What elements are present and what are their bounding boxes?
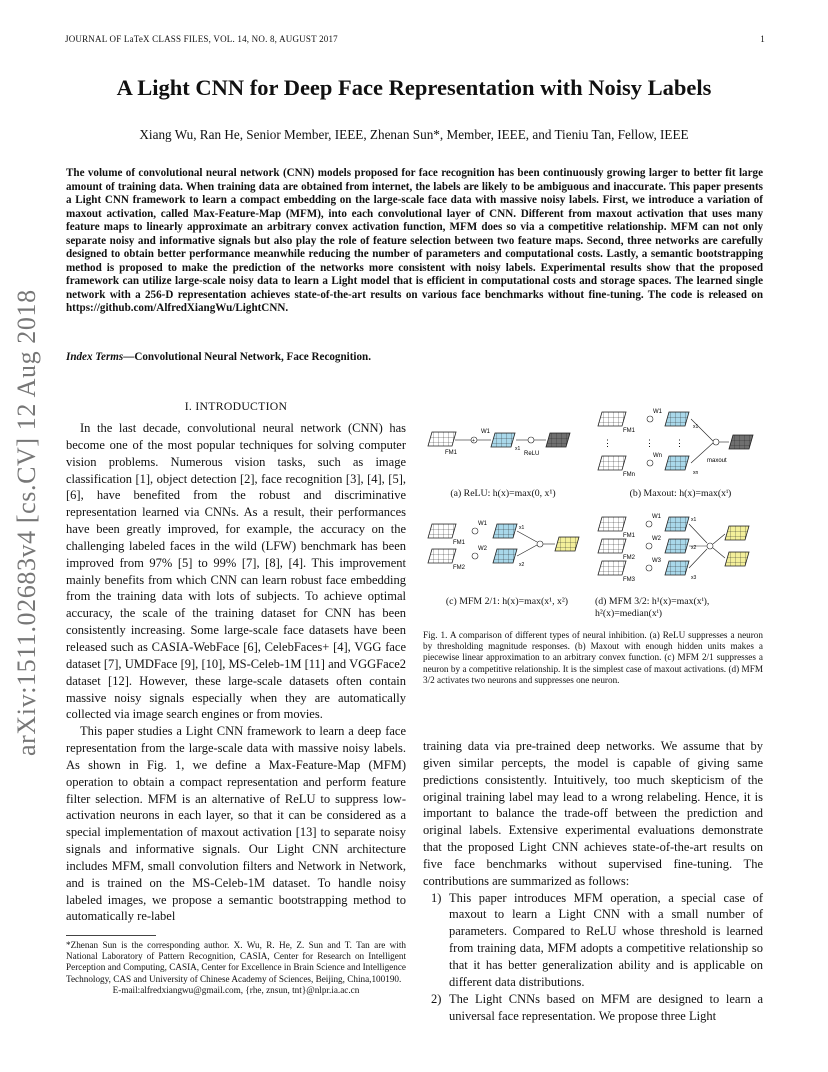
label-fm1-d: FM1: [623, 533, 635, 539]
subcaption-c: (c) MFM 2/1: h(x)=max(x¹, x²): [445, 596, 569, 607]
label-x1-c: x1: [519, 525, 525, 531]
label-x2-d: x2: [691, 545, 697, 551]
label-x1-d: x1: [691, 517, 697, 523]
label-xn: xn: [693, 470, 699, 476]
label-x1: x1: [515, 446, 521, 452]
label-fm2-d: FM2: [623, 555, 635, 561]
running-head-text: JOURNAL OF LaTeX CLASS FILES, VOL. 14, NO. 8, AUGUST 2017: [65, 34, 338, 44]
feature-map-output-gray: [546, 433, 570, 447]
label-x3-d: x3: [691, 575, 697, 581]
paper-title: A Light CNN for Deep Face Representation with Noisy Labels: [116, 75, 712, 100]
abstract: The volume of convolutional neural network (CNN) models proposed for face recognition has been continuously growing larger to better fit large amount of training data. When training data are obtained from internet, the labels are likely to be ambiguous and inaccurate. This paper presents a Light CNN framework to learn a compact embedding on the large-scale face data with massive noisy labels. First, we introduce a variation of maxout activation, called Max-Feature-Map (MFM), into each convolutional layer of CNN. Different from maxout activation that uses many feature maps to linearly approximate an arbitrary convex activation function, MFM does so via a competitive relationship. MFM can not only separate noisy and informative signals but also play the role of feature selection between two feature maps. Second, three networks are carefully designed to obtain better performance meanwhile reducing the number of parameters and computational costs. Lastly, a semantic bootstrapping method is proposed to make the prediction of the networks more consistent with noisy labels. Experimental results show that the proposed framework can utilize large-scale noisy data to learn a Light model that is efficient in computational costs and storage spaces. The learned single network with a 256-D representation achieves state-of-the-art results on various face benchmarks without fine-tuning. The code is released on https://github.com/AlfredXiangWu/LightCNN.: [66, 167, 763, 315]
footnote-text: *Zhenan Sun is the corresponding author. X. Wu, R. He, Z. Sun and T. Tan are with National Laboratory of Pattern Recognition, CASIA, Center for Research on Intelligent Perception and Computing, CASIA, Center for Excellence in Brain Science and Intelligence Technology, CAS and University of Chinese Academy of Sciences, Beijing, China,100190.: [66, 940, 406, 984]
list-item-number: 2): [431, 991, 442, 1006]
right-paragraph-1: training data via pre-trained deep networks. We assume that by given similar percepts, the model is capable of giving same predictions consistently. Intuitively, too much skepticism of the original training label may lead to a wrong relabeling. Hence, it is important to balance the trade-off between the prediction and original labels. Extensive experimental evaluations demonstrate that the proposed Light CNN achieves state-of-the-art results on five face benchmarks without supervised fine-tuning. The contributions are summarized as follows:: [423, 739, 763, 888]
left-column: [66, 420, 406, 925]
label-fm1: FM1: [445, 450, 457, 456]
label-fmn: FMn: [623, 472, 635, 478]
figure-1-caption: Fig. 1. A comparison of different types of neural inhibition. (a) ReLU suppresses a neuron by thresholding magnitude responses. (b) Maxout with enough hidden units makes a piecewise linear approximation to an arbitrary convex function. (c) MFM 2/1 suppresses a neuron by a competitive relationship. It is the simplest case of maxout activations. (d) MFM 3/2 activates two neurons and suppresses one neuron.: [423, 630, 763, 685]
index-terms: [66, 351, 763, 363]
label-wn: Wn: [653, 453, 662, 459]
label-w1: W1: [481, 429, 490, 435]
label-maxout: maxout: [707, 458, 727, 464]
figure-1-diagram: [423, 404, 763, 624]
label-fm2-c: FM2: [453, 565, 465, 571]
label-fm1-b: FM1: [623, 428, 635, 434]
footnote: [66, 940, 406, 996]
arxiv-stamp: arXiv:1511.02683v4 [cs.CV] 12 Aug 2018: [12, 289, 41, 756]
plus-sign: +: [472, 438, 475, 444]
label-fm1-c: FM1: [453, 540, 465, 546]
author-list: Xiang Wu, Ran He, Senior Member, IEEE, Zhenan Sun*, Member, IEEE, and Tieniu Tan, Fellow, IEEE: [139, 127, 689, 142]
label-w2-c: W2: [478, 546, 487, 552]
label-w1-b: W1: [653, 409, 662, 415]
subcaption-a: (a) ReLU: h(x)=max(0, x¹): [450, 488, 556, 499]
subcaption-d-line1: (d) MFM 3/2: h¹(x)=max(xⁱ),: [595, 596, 710, 607]
dots-1: ⋮: [603, 438, 612, 448]
subcaption-d: [595, 596, 763, 620]
index-terms-text: —Convolutional Neural Network, Face Recognition.: [123, 351, 371, 363]
right-column: [423, 738, 763, 1024]
label-w3-d: W3: [652, 558, 661, 564]
intro-paragraph-2: This paper studies a Light CNN framework to learn a deep face representation from the large-scale data with massive noisy labels. As shown in Fig. 1, we define a Max-Feature-Map (MFM) operation to obtain a compact representation and perform feature filter selection. MFM is an alternative of ReLU to suppress low-activation neurons in each layer, so that it can be considered as a special implementation of maxout activation [13] to separate noisy signals and informative signals. Our Light CNN architecture includes MFM, small convolution filters and Network in Network, and is trained on the MS-Celeb-1M dataset. To handle noisy labeled images, we propose a semantic bootstrapping method to automatically re-label: [66, 724, 406, 924]
feature-map-fm1: [428, 432, 456, 446]
relu-node: [528, 437, 534, 443]
section-heading: I. INTRODUCTION: [184, 400, 288, 413]
panel-maxout: [598, 409, 753, 478]
index-terms-label: Index Terms: [66, 351, 124, 363]
maxout-node: [713, 439, 719, 445]
dots-2: ⋮: [645, 438, 654, 448]
list-item-text: The Light CNNs based on MFM are designed to learn a universal face representation. We propose three Light: [449, 991, 763, 1023]
contributions-list: [423, 890, 763, 1025]
list-item: [423, 890, 763, 991]
dots-3: ⋮: [675, 438, 684, 448]
footnote-email: E-mail:alfredxiangwu@gmail.com, {rhe, znsun, tnt}@nlpr.ia.ac.cn: [112, 984, 360, 995]
label-w2-d: W2: [652, 536, 661, 542]
panel-mfm21: [428, 521, 579, 571]
label-x1-b: x1: [693, 424, 699, 430]
running-head: [65, 34, 765, 44]
list-item-number: 1): [431, 890, 442, 905]
subcaption-d-line2: h²(x)=median(xⁱ): [595, 608, 663, 619]
label-w1-d: W1: [652, 514, 661, 520]
label-x2-c: x2: [519, 562, 525, 568]
panel-mfm32: [598, 514, 749, 583]
list-item: [423, 991, 763, 1025]
list-item-text: This paper introduces MFM operation, a special case of maxout to learn a Light CNN with a small number of parameters. Compared to ReLU whose threshold is learned from training data, MFM adopts a competitive relationship so that it has better generalization ability and is applicable on different data distributions.: [449, 890, 763, 989]
label-relu: ReLU: [524, 451, 540, 457]
feature-map-blue: [491, 433, 515, 447]
page-number: 1: [760, 34, 765, 44]
label-fm3-d: FM3: [623, 577, 635, 583]
subcaption-b: (b) Maxout: h(x)=max(xⁱ): [629, 488, 732, 499]
panel-relu: [428, 429, 570, 457]
label-w1-c: W1: [478, 521, 487, 527]
intro-paragraph-1: In the last decade, convolutional neural network (CNN) has become one of the most popular techniques for solving computer vision problems. Numerous vision tasks, such as image classification [1], object detection [2], face recognition [3], [4], [5], [6], have benefited from the robust and discriminative representation learned via CNNs. As a result, their performances have been greatly improved, for example, the accuracy on the challenging labeled faces in the wild (LFW) benchmark has been improved from 97% [5] to 99% [7], [8], [4]. This improvement mainly benefits from which CNN can learn robust face embedding from the training data with lots of subjects. To achieve optimal accuracy, the scale of the training dataset for CNN has been consistently increasing. Some large-scale face datasets have been released such as CASIA-WebFace [6], CelebFaces+ [4], VGG face dataset [7], UMDFace [9], [10], MS-Celeb-1M [11] and VGGFace2 dataset [12]. However, these large-scale datasets often contain massive noisy signals especially when they are automatically collected via image search engines or from movies.: [66, 421, 406, 722]
footnote-rule: [66, 935, 156, 936]
